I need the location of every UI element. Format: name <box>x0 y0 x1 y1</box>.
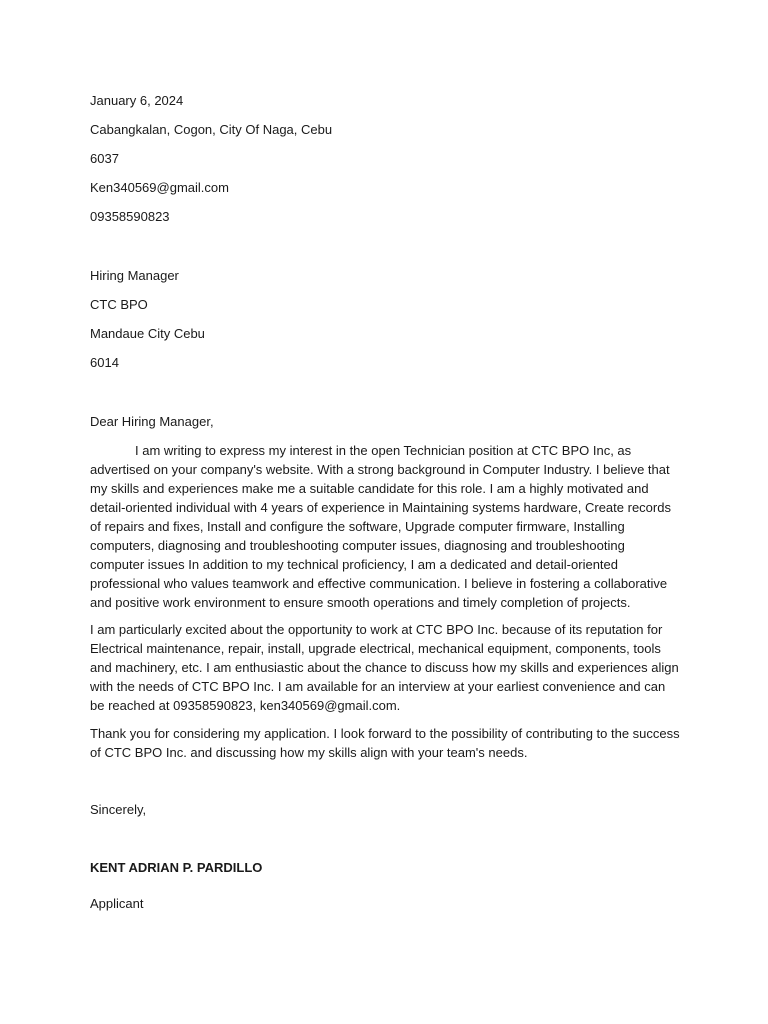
body-paragraph-3: Thank you for considering my application. I look forward to the possibility of contributing to the success of CTC BPO Inc. and discussing how my skills align with your team's needs. <box>90 726 680 760</box>
signature-title: Applicant <box>90 896 144 911</box>
closing: Sincerely, <box>90 802 147 817</box>
signature-name: KENT ADRIAN P. PARDILLO <box>90 860 263 875</box>
recipient-company: CTC BPO <box>90 297 148 312</box>
sender-address: Cabangkalan, Cogon, City Of Naga, Cebu <box>90 122 333 137</box>
sender-phone: 09358590823 <box>90 209 170 224</box>
body-paragraph-1: I am writing to express my interest in the open Technician position at CTC BPO Inc, as advertised on your company's website. With a strong background in Computer Industry. I believe that my skills and experiences make me a suitable candidate for this role. I am a highly motivated and detail-oriented individual with 4 years of experience in Maintaining systems hardware, Create records of repairs and fixes, Install and configure the software, Upgrade computer firmware, Installing computers, diagnosing and troubleshooting computer issues, diagnosing and troubleshooting computer issues In addition to my technical proficiency, I am a dedicated and detail-oriented professional who values teamwork and effective communication. I believe in fostering a collaborative and positive work environment to ensure smooth operations and timely completion of projects. <box>90 443 671 610</box>
recipient-title: Hiring Manager <box>90 268 179 283</box>
recipient-city: Mandaue City Cebu <box>90 326 205 341</box>
recipient-postal-code: 6014 <box>90 355 119 370</box>
body-paragraph-2: I am particularly excited about the opportunity to work at CTC BPO Inc. because of its reputation for Electrical maintenance, repair, install, upgrade electrical, mechanical equipment, components, tools and machinery, etc. I am enthusiastic about the chance to discuss how my skills and experiences align with the needs of CTC BPO Inc. I am available for an interview at your earliest convenience and can be reached at 09358590823, ken340569@gmail.com. <box>90 622 679 713</box>
sender-postal-code: 6037 <box>90 151 119 166</box>
sender-email: Ken340569@gmail.com <box>90 180 229 195</box>
letter-date: January 6, 2024 <box>90 93 184 108</box>
salutation: Dear Hiring Manager, <box>90 414 214 429</box>
